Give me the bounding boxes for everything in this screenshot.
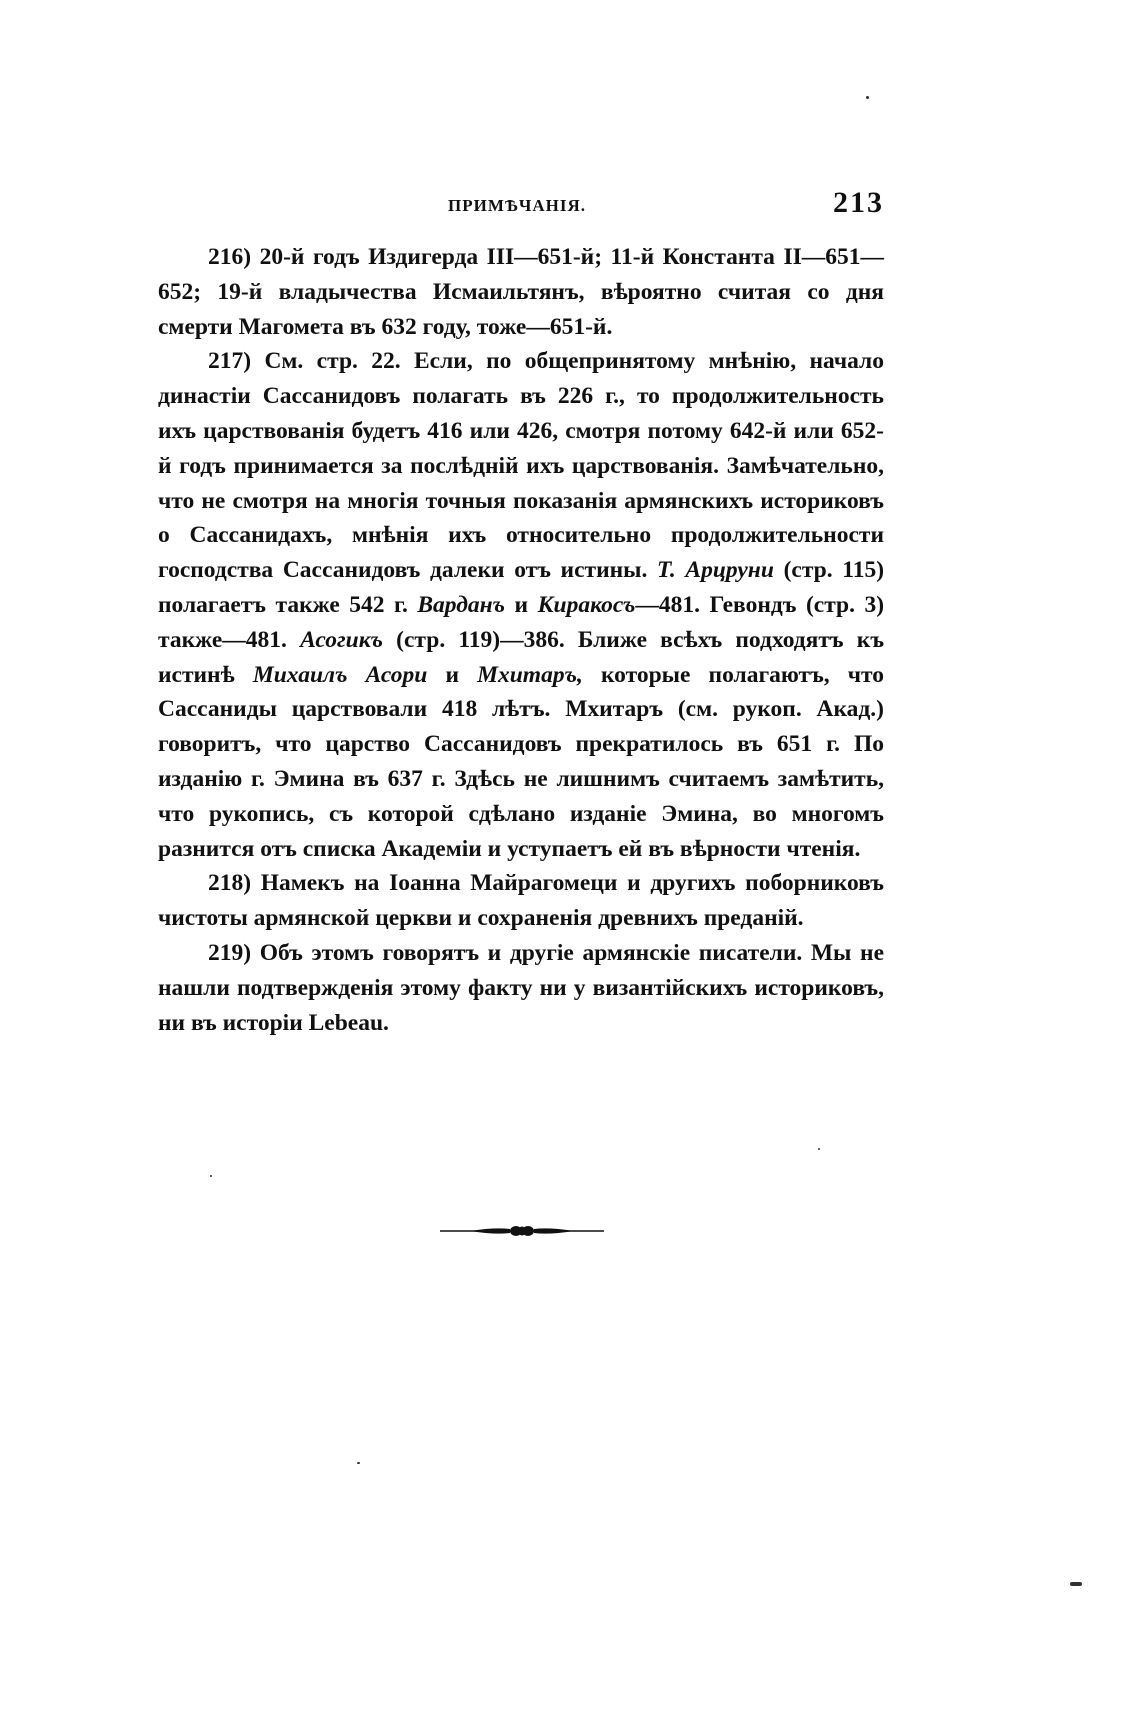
note-text: Объ этомъ говорятъ и другіе армянскіе писатели. Мы не нашли подтвержденія этому факту ни у византійскихъ историковъ, ни въ исторіи Lebeau.	[158, 939, 884, 1036]
note-218	[158, 866, 884, 936]
note-text: и	[445, 661, 459, 688]
note-text: Намекъ на Іоанна Майрагомеци и другихъ поборниковъ чистоты армянской церкви и сохраненія древнихъ преданій.	[158, 870, 884, 932]
scan-speck	[1070, 1582, 1082, 1586]
author-name: Мхитаръ,	[477, 661, 583, 688]
note-216	[158, 240, 884, 344]
note-text: (стр. 115) полагаетъ также 542 г.	[158, 557, 885, 618]
note-text: См. стр. 22. Если, по общепринятому мнѣнію, начало династіи Сассанидовъ полагать въ 226 г., то продолжительность ихъ царствованія будетъ 416 или 426, смотря потому 642-й или 652-й годъ принимается за послѣдній ихъ царствованія. Замѣчательно, что не смотря на многія точныя показанія армянскихъ историковъ о Сассанидахъ, мнѣнія ихъ относительно продолжительности господства Сассанидовъ далеки отъ истины.	[158, 348, 884, 584]
note-number: 218)	[208, 870, 252, 897]
note-text: 20-й годъ Издигерда III—651-й; 11-й Константа II—651—652; 19-й владычества Исмаильтянъ, вѣроятно считая со дня смерти Магомета въ 632 году, тоже—651-й.	[158, 244, 884, 340]
note-number: 216)	[208, 244, 252, 270]
note-number: 219)	[208, 939, 252, 966]
note-text: —481. Гевондъ (стр. 3) также—481.	[158, 591, 885, 653]
note-text: которые полагаютъ, что Сассаниды царствовали 418 лѣтъ. Мхитаръ (см. рукоп. Акад.) говоритъ, что царство Сассанидовъ прекратилось въ 651 г. По изданію г. Эмина въ 637 г. Здѣсь не лишнимъ считаемъ замѣтить, что рукопись, съ которой сдѣлано изданіе Эмина, во многомъ разнится отъ списка Академіи и уступаетъ ей въ вѣрности чтенія.	[158, 661, 885, 862]
page-header	[158, 186, 884, 222]
note-219	[158, 936, 884, 1040]
scan-speck	[357, 1462, 360, 1464]
scan-speck	[818, 1148, 820, 1150]
scan-speck	[866, 96, 869, 99]
author-name: Киракосъ	[537, 591, 636, 618]
note-text: (стр. 119)—386. Ближе всѣхъ подходятъ къ истинѣ	[158, 626, 885, 688]
running-title: ПРИМѢЧАНІЯ.	[448, 196, 586, 215]
note-217	[158, 344, 884, 866]
page-number: 213	[833, 186, 884, 219]
author-name: Варданъ	[417, 591, 506, 618]
note-text: и	[514, 591, 529, 618]
author-name: Т. Арцруни	[657, 557, 774, 584]
note-number: 217)	[208, 348, 252, 375]
notes-body	[158, 240, 884, 1040]
author-name: Михаилъ Асори	[252, 661, 428, 688]
scan-speck	[210, 1175, 212, 1177]
author-name: Асогикъ	[300, 626, 384, 653]
end-ornament-icon	[440, 1224, 604, 1238]
